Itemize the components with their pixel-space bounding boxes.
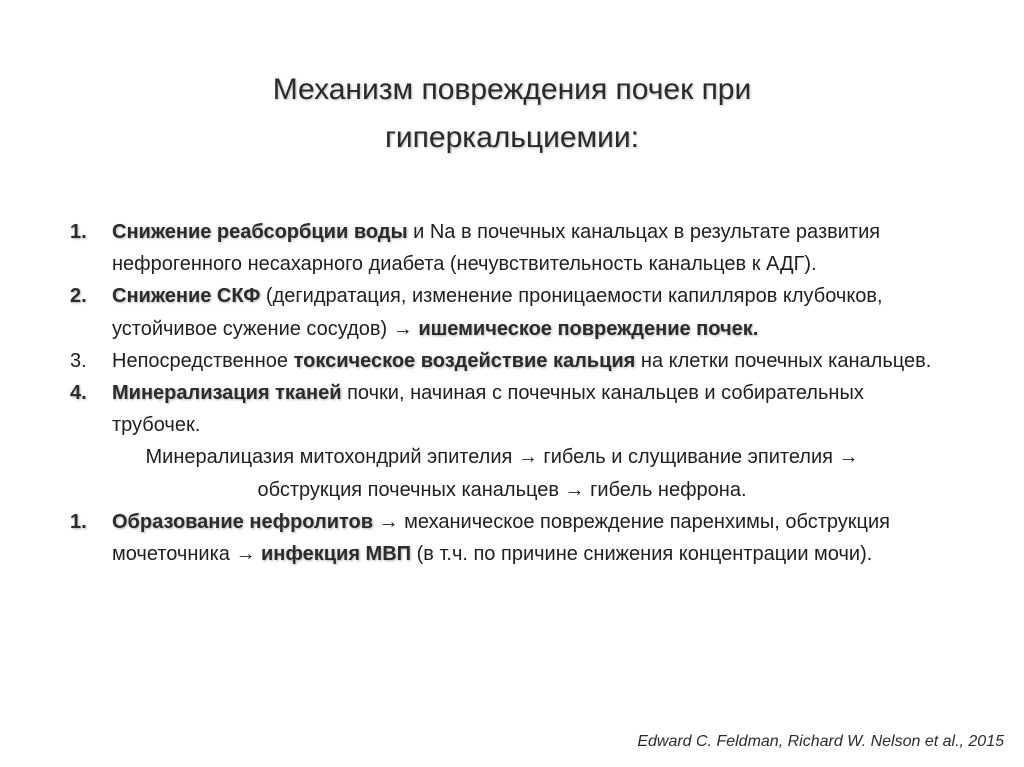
list-item bbox=[70, 377, 950, 441]
title-line-1: Механизм повреждения почек при bbox=[272, 73, 752, 106]
highlighted-term: инфекция МВП bbox=[261, 543, 412, 566]
list-item-text: и Na в почечных канальцах в результате развития нефрогенного несахарного диабета (нечувствительность канальцев к АДГ). bbox=[112, 221, 881, 276]
list-item-text: (в т.ч. по причине снижения концентрации мочи). bbox=[411, 543, 873, 566]
list-item-text: (дегидратация, изменение проницаемости капилляров клубочков, устойчивое сужение сосудов) → bbox=[112, 285, 883, 340]
list-item-number: 2. bbox=[70, 285, 87, 308]
highlighted-term: ишемическое повреждение почек. bbox=[418, 317, 759, 340]
mineralization-consequence bbox=[70, 441, 950, 505]
list-item-number: 1. bbox=[70, 221, 87, 243]
body-content bbox=[70, 216, 950, 570]
list-item bbox=[70, 216, 950, 280]
citation: Edward C. Feldman, Richard W. Nelson et al., 2015 bbox=[637, 733, 1004, 750]
list-item-number: 4. bbox=[70, 382, 87, 405]
list-item-number: 1. bbox=[70, 510, 87, 533]
consequence-line-1: Минералицазия митохондрий эпителия → гибель и слущивание эпителия → bbox=[145, 446, 859, 469]
title-line-2: гиперкальциемии: bbox=[384, 121, 640, 154]
list-item-text: Непосредственное bbox=[112, 349, 294, 372]
list-item bbox=[70, 280, 950, 344]
list-item-text: → механическое повреждение паренхимы, обструкция мочеточника → bbox=[112, 510, 890, 566]
highlighted-term: токсическое воздействие кальция bbox=[293, 349, 636, 372]
mechanism-list bbox=[70, 216, 950, 441]
highlighted-term: Образование нефролитов bbox=[112, 510, 374, 533]
list-item-text: почки, начиная с почечных канальцев и собирательных трубочек. bbox=[112, 382, 864, 437]
list-item bbox=[70, 345, 950, 377]
highlighted-term: Снижение СКФ bbox=[112, 285, 261, 308]
slide-title bbox=[0, 66, 1024, 162]
list-item-number: 3. bbox=[70, 349, 87, 372]
consequence-line-2: обструкция почечных канальцев → гибель нефрона. bbox=[257, 478, 747, 501]
list-item bbox=[70, 506, 950, 570]
list-item-text: на клетки почечных канальцев. bbox=[635, 349, 932, 372]
mechanism-list-2 bbox=[70, 506, 950, 570]
highlighted-term: Минерализация тканей bbox=[112, 382, 342, 405]
highlighted-term: Снижение реабсорбции воды bbox=[112, 221, 408, 243]
